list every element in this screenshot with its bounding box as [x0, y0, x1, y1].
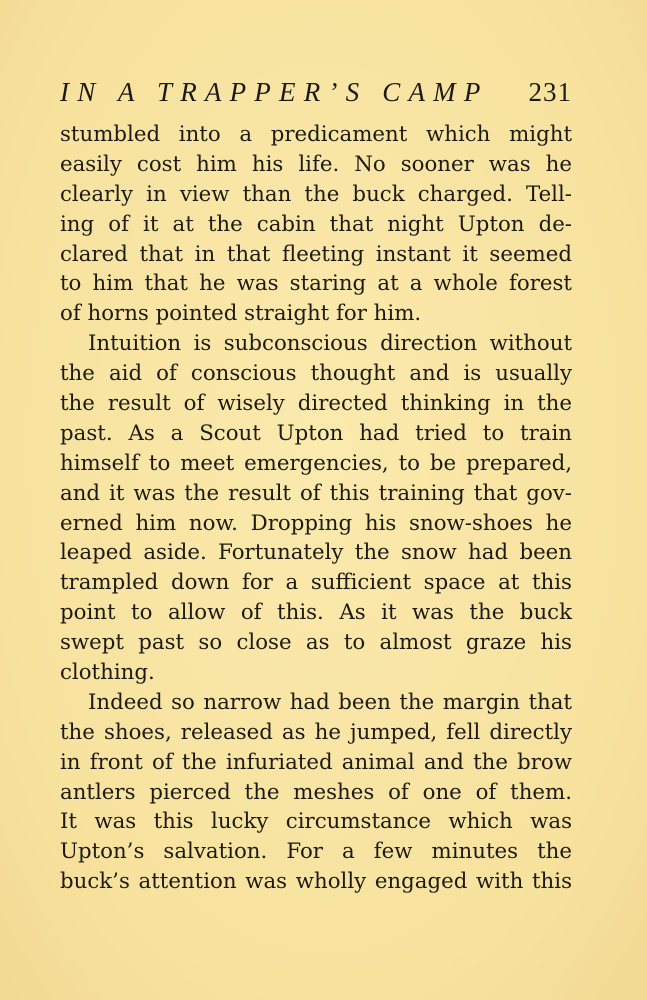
text-line: the shoes, released as he jumped, fell directly — [60, 719, 572, 745]
text-line: stumbled into a predicament which might — [60, 122, 572, 147]
text-line: the result of wisely directed thinking in the — [60, 391, 572, 417]
text-line: ing of it at the cabin that night Upton de- — [60, 211, 572, 237]
paragraph-first-line: Intuition is subconscious direction without — [88, 331, 572, 357]
page-header — [60, 72, 572, 112]
page-number: 231 — [528, 77, 572, 107]
running-title: IN A TRAPPER’S CAMP — [60, 77, 489, 107]
text-line: erned him now. Dropping his snow-shoes he — [60, 510, 572, 536]
text-line: point to allow of this. As it was the buck — [60, 600, 572, 626]
text-line: clothing. — [60, 660, 155, 686]
text-line: leaped aside. Fortunately the snow had been — [60, 540, 572, 566]
text-line: past. As a Scout Upton had tried to train — [60, 420, 572, 446]
text-line: clearly in view than the buck charged. Tell- — [60, 181, 572, 207]
text-line: to him that he was staring at a whole forest — [60, 271, 572, 297]
body-text — [60, 120, 572, 897]
text-line: easily cost him his life. No sooner was he — [60, 151, 572, 177]
text-line: swept past so close as to almost graze his — [60, 630, 572, 656]
text-line: and it was the result of this training that gov- — [60, 480, 572, 506]
text-line: buck’s attention was wholly engaged with this — [60, 869, 572, 895]
text-line: antlers pierced the meshes of one of them. — [60, 779, 572, 805]
text-line: the aid of conscious thought and is usually — [60, 361, 572, 387]
text-line: trampled down for a sufficient space at this — [60, 570, 572, 596]
text-line: himself to meet emergencies, to be prepared, — [60, 450, 572, 476]
text-line: It was this lucky circumstance which was — [60, 809, 572, 835]
text-line: Upton’s salvation. For a few minutes the — [60, 839, 572, 865]
text-line: clared that in that fleeting instant it seemed — [60, 241, 572, 267]
text-line: of horns pointed straight for him. — [60, 301, 422, 327]
text-line: in front of the infuriated animal and the brow — [60, 749, 572, 775]
paragraph-first-line: Indeed so narrow had been the margin that — [88, 689, 572, 715]
